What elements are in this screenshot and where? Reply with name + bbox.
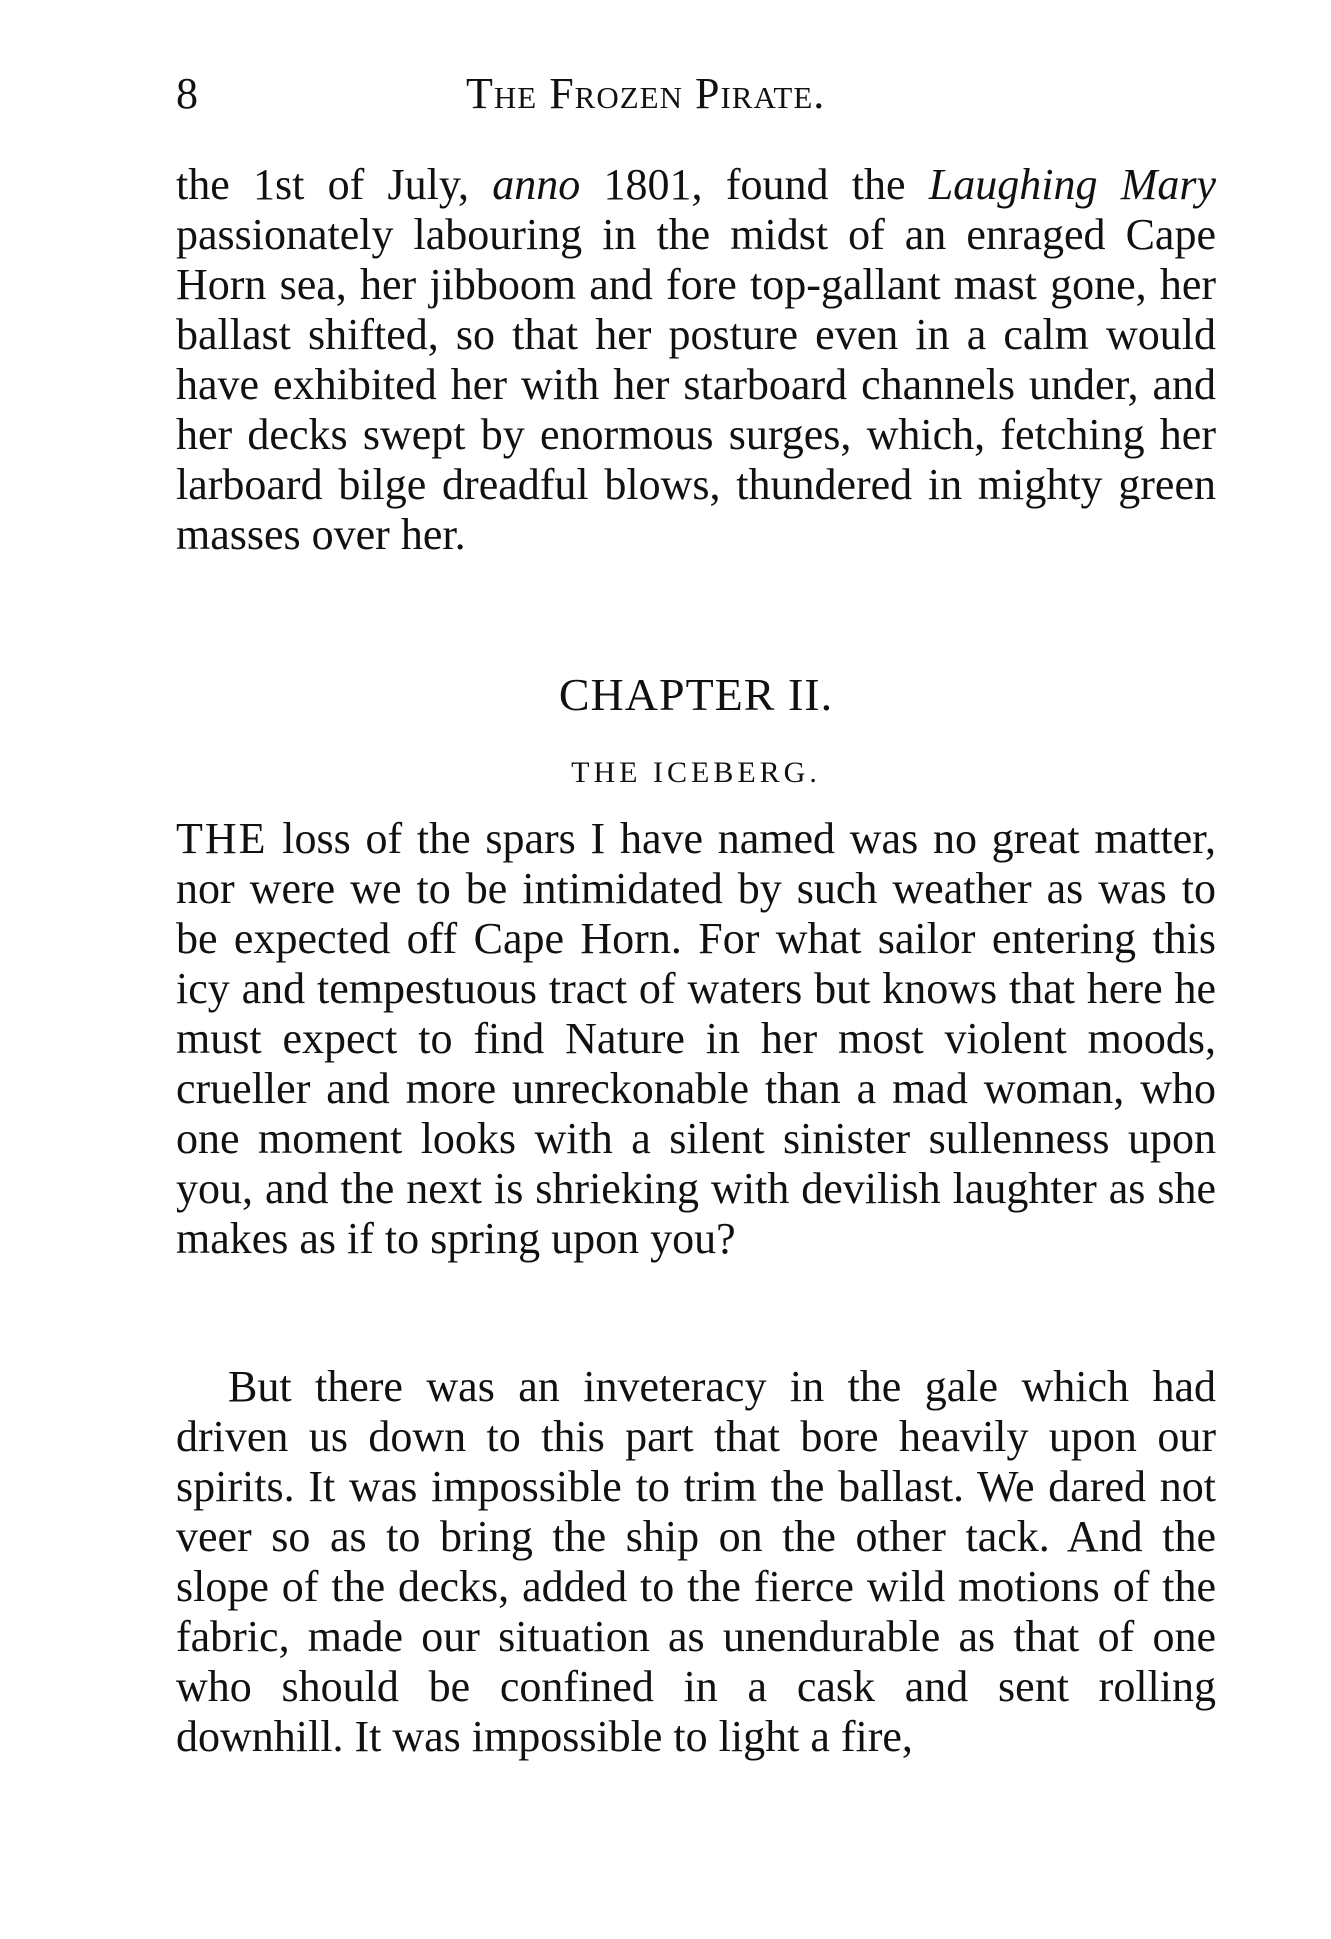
- page-header: [176, 60, 1216, 120]
- ship-name: Laughing Mary: [928, 160, 1217, 209]
- chapter-paragraph-2: But there was an inveteracy in the gale which had driven us down to this part that bore heavily upon our spirits. It was impossible to trim the ballast. We dared not veer so as to bring the ship on the other tack. And the slope of the decks, added to the fierce wild motions of the fabric, made our situation as unendurable as that of one who should be confined in a cask and sent rolling downhill. It was impossible to light a fire,: [176, 1362, 1216, 1761]
- chapter-subtitle: THE ICEBERG.: [571, 756, 821, 789]
- intro-text-after-ship: passionately labouring in the midst of an enraged Cape Horn sea, her jibboom and fore top-gallant mast gone, her ballast shifted, so that her posture even in a calm would have exhibited her with her starboard channels under, and her decks swept by enormous surges, which, fetching her larboard bilge dreadful blows, thundered in mighty green masses over her.: [176, 210, 1216, 559]
- chapter-paragraph-1: [176, 814, 1216, 1264]
- paragraph-lead-word: THE: [176, 814, 268, 863]
- page-number: 8: [176, 69, 198, 118]
- intro-text-before-anno: the 1st of July,: [176, 160, 493, 209]
- running-title: The Frozen Pirate.: [466, 69, 826, 118]
- chapter-title: CHAPTER II.: [558, 669, 834, 720]
- anno-italic: anno: [492, 160, 581, 209]
- intro-text-before-ship: 1801, found the: [580, 160, 929, 209]
- intro-paragraph: [176, 160, 1216, 560]
- paragraph-1-text: loss of the spars I have named was no great matter, nor were we to be intimidated by such weather as was to be expected off Cape Horn. For what sailor entering this icy and tempestuous tract of waters but knows that here he must expect to find Nature in her most violent moods, crueller and more unreckonable than a mad woman, who one moment looks with a silent sinister sullenness upon you, and the next is shrieking with devilish laughter as she makes as if to spring upon you?: [176, 814, 1216, 1263]
